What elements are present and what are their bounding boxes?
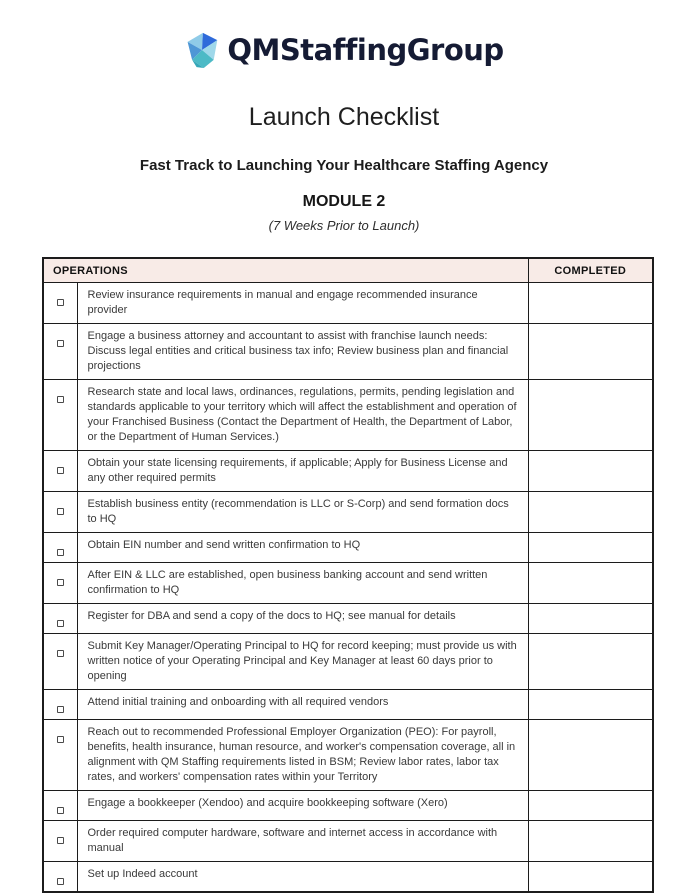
completed-cell (528, 533, 653, 563)
checkbox-icon[interactable] (57, 508, 64, 515)
completed-cell (528, 492, 653, 533)
table-row (43, 862, 653, 893)
checkbox-cell (43, 492, 77, 533)
module-heading: MODULE 2 (302, 193, 386, 210)
brand-name (227, 32, 504, 67)
checkbox-cell (43, 380, 77, 451)
completed-header: COMPLETED (528, 258, 653, 283)
checkbox-icon[interactable] (57, 299, 64, 306)
checkbox-icon[interactable] (57, 878, 64, 885)
brand-name-rest: StaffingGroup (279, 32, 504, 67)
table-row (43, 690, 653, 720)
checkbox-icon[interactable] (57, 467, 64, 474)
table-row (43, 533, 653, 563)
table-row (43, 492, 653, 533)
task-text: Set up Indeed account (77, 862, 528, 893)
completed-cell (528, 283, 653, 324)
completed-cell (528, 791, 653, 821)
table-header-row (43, 258, 653, 283)
page-title: Launch Checklist (248, 103, 440, 131)
table-row (43, 720, 653, 791)
completed-cell (528, 563, 653, 604)
table-row (43, 791, 653, 821)
checkbox-icon[interactable] (57, 837, 64, 844)
task-text: Register for DBA and send a copy of the docs to HQ; see manual for details (77, 604, 528, 634)
completed-cell (528, 821, 653, 862)
task-text: Submit Key Manager/Operating Principal to HQ for record keeping; must provide us with written notice of your Operating Principal and Key Manager at least 60 days prior to opening (77, 634, 528, 690)
task-text: Obtain EIN number and send written confirmation to HQ (77, 533, 528, 563)
task-text: Order required computer hardware, software and internet access in accordance with manual (77, 821, 528, 862)
gem-icon (184, 29, 220, 71)
module-note: (7 Weeks Prior to Launch) (268, 217, 420, 233)
table-row (43, 563, 653, 604)
checkbox-icon[interactable] (57, 706, 64, 713)
table-row (43, 634, 653, 690)
table-row (43, 821, 653, 862)
completed-cell (528, 324, 653, 380)
table-row (43, 604, 653, 634)
checkbox-cell (43, 563, 77, 604)
completed-cell (528, 862, 653, 893)
task-text: Engage a bookkeeper (Xendoo) and acquire bookkeeping software (Xero) (77, 791, 528, 821)
checkbox-cell (43, 283, 77, 324)
checkbox-cell (43, 634, 77, 690)
task-text: Reach out to recommended Professional Employer Organization (PEO): For payroll, benefits, health insurance, human resource, and worker's compensation coverage, all in alignment with QM Staffing requirements listed in BSM; Review labor rates, labor tax rates, and workers' compensation rates within your Territory (77, 720, 528, 791)
checklist-body (43, 283, 653, 893)
checkbox-icon[interactable] (57, 396, 64, 403)
operations-header: OPERATIONS (43, 258, 528, 283)
checkbox-icon[interactable] (57, 736, 64, 743)
checkbox-cell (43, 533, 77, 563)
checkbox-icon[interactable] (57, 340, 64, 347)
task-text: Engage a business attorney and accountant to assist with franchise launch needs: Discuss legal entities and critical business tax info; Review business plan and financial projections (77, 324, 528, 380)
completed-cell (528, 451, 653, 492)
task-text: Obtain your state licensing requirements, if applicable; Apply for Business License and any other required permits (77, 451, 528, 492)
checkbox-cell (43, 324, 77, 380)
checkbox-icon[interactable] (57, 549, 64, 556)
checkbox-cell (43, 604, 77, 634)
checkbox-cell (43, 451, 77, 492)
brand-logo (0, 28, 688, 72)
checkbox-cell (43, 690, 77, 720)
task-text: After EIN & LLC are established, open business banking account and send written confirmation to HQ (77, 563, 528, 604)
completed-cell (528, 720, 653, 791)
task-text: Attend initial training and onboarding with all required vendors (77, 690, 528, 720)
completed-cell (528, 690, 653, 720)
subtitle: Fast Track to Launching Your Healthcare Staffing Agency (139, 156, 549, 174)
completed-cell (528, 380, 653, 451)
checkbox-icon[interactable] (57, 807, 64, 814)
completed-cell (528, 634, 653, 690)
checkbox-cell (43, 821, 77, 862)
checkbox-icon[interactable] (57, 650, 64, 657)
completed-cell (528, 604, 653, 634)
checkbox-cell (43, 862, 77, 893)
checkbox-icon[interactable] (57, 620, 64, 627)
task-text: Research state and local laws, ordinances, regulations, permits, pending legislation and standards applicable to your territory which will affect the establishment and operation of your Franchised Business (Contact the Department of Health, the Department of Labor, or the Department of Human Services.) (77, 380, 528, 451)
task-text: Review insurance requirements in manual and engage recommended insurance provider (77, 283, 528, 324)
checkbox-icon[interactable] (57, 579, 64, 586)
brand-name-bold: QM (227, 32, 280, 67)
table-row (43, 451, 653, 492)
checkbox-cell (43, 791, 77, 821)
task-text: Establish business entity (recommendation is LLC or S-Corp) and send formation docs to HQ (77, 492, 528, 533)
checkbox-cell (43, 720, 77, 791)
table-row (43, 283, 653, 324)
checklist-table (42, 257, 654, 893)
table-row (43, 324, 653, 380)
table-row (43, 380, 653, 451)
